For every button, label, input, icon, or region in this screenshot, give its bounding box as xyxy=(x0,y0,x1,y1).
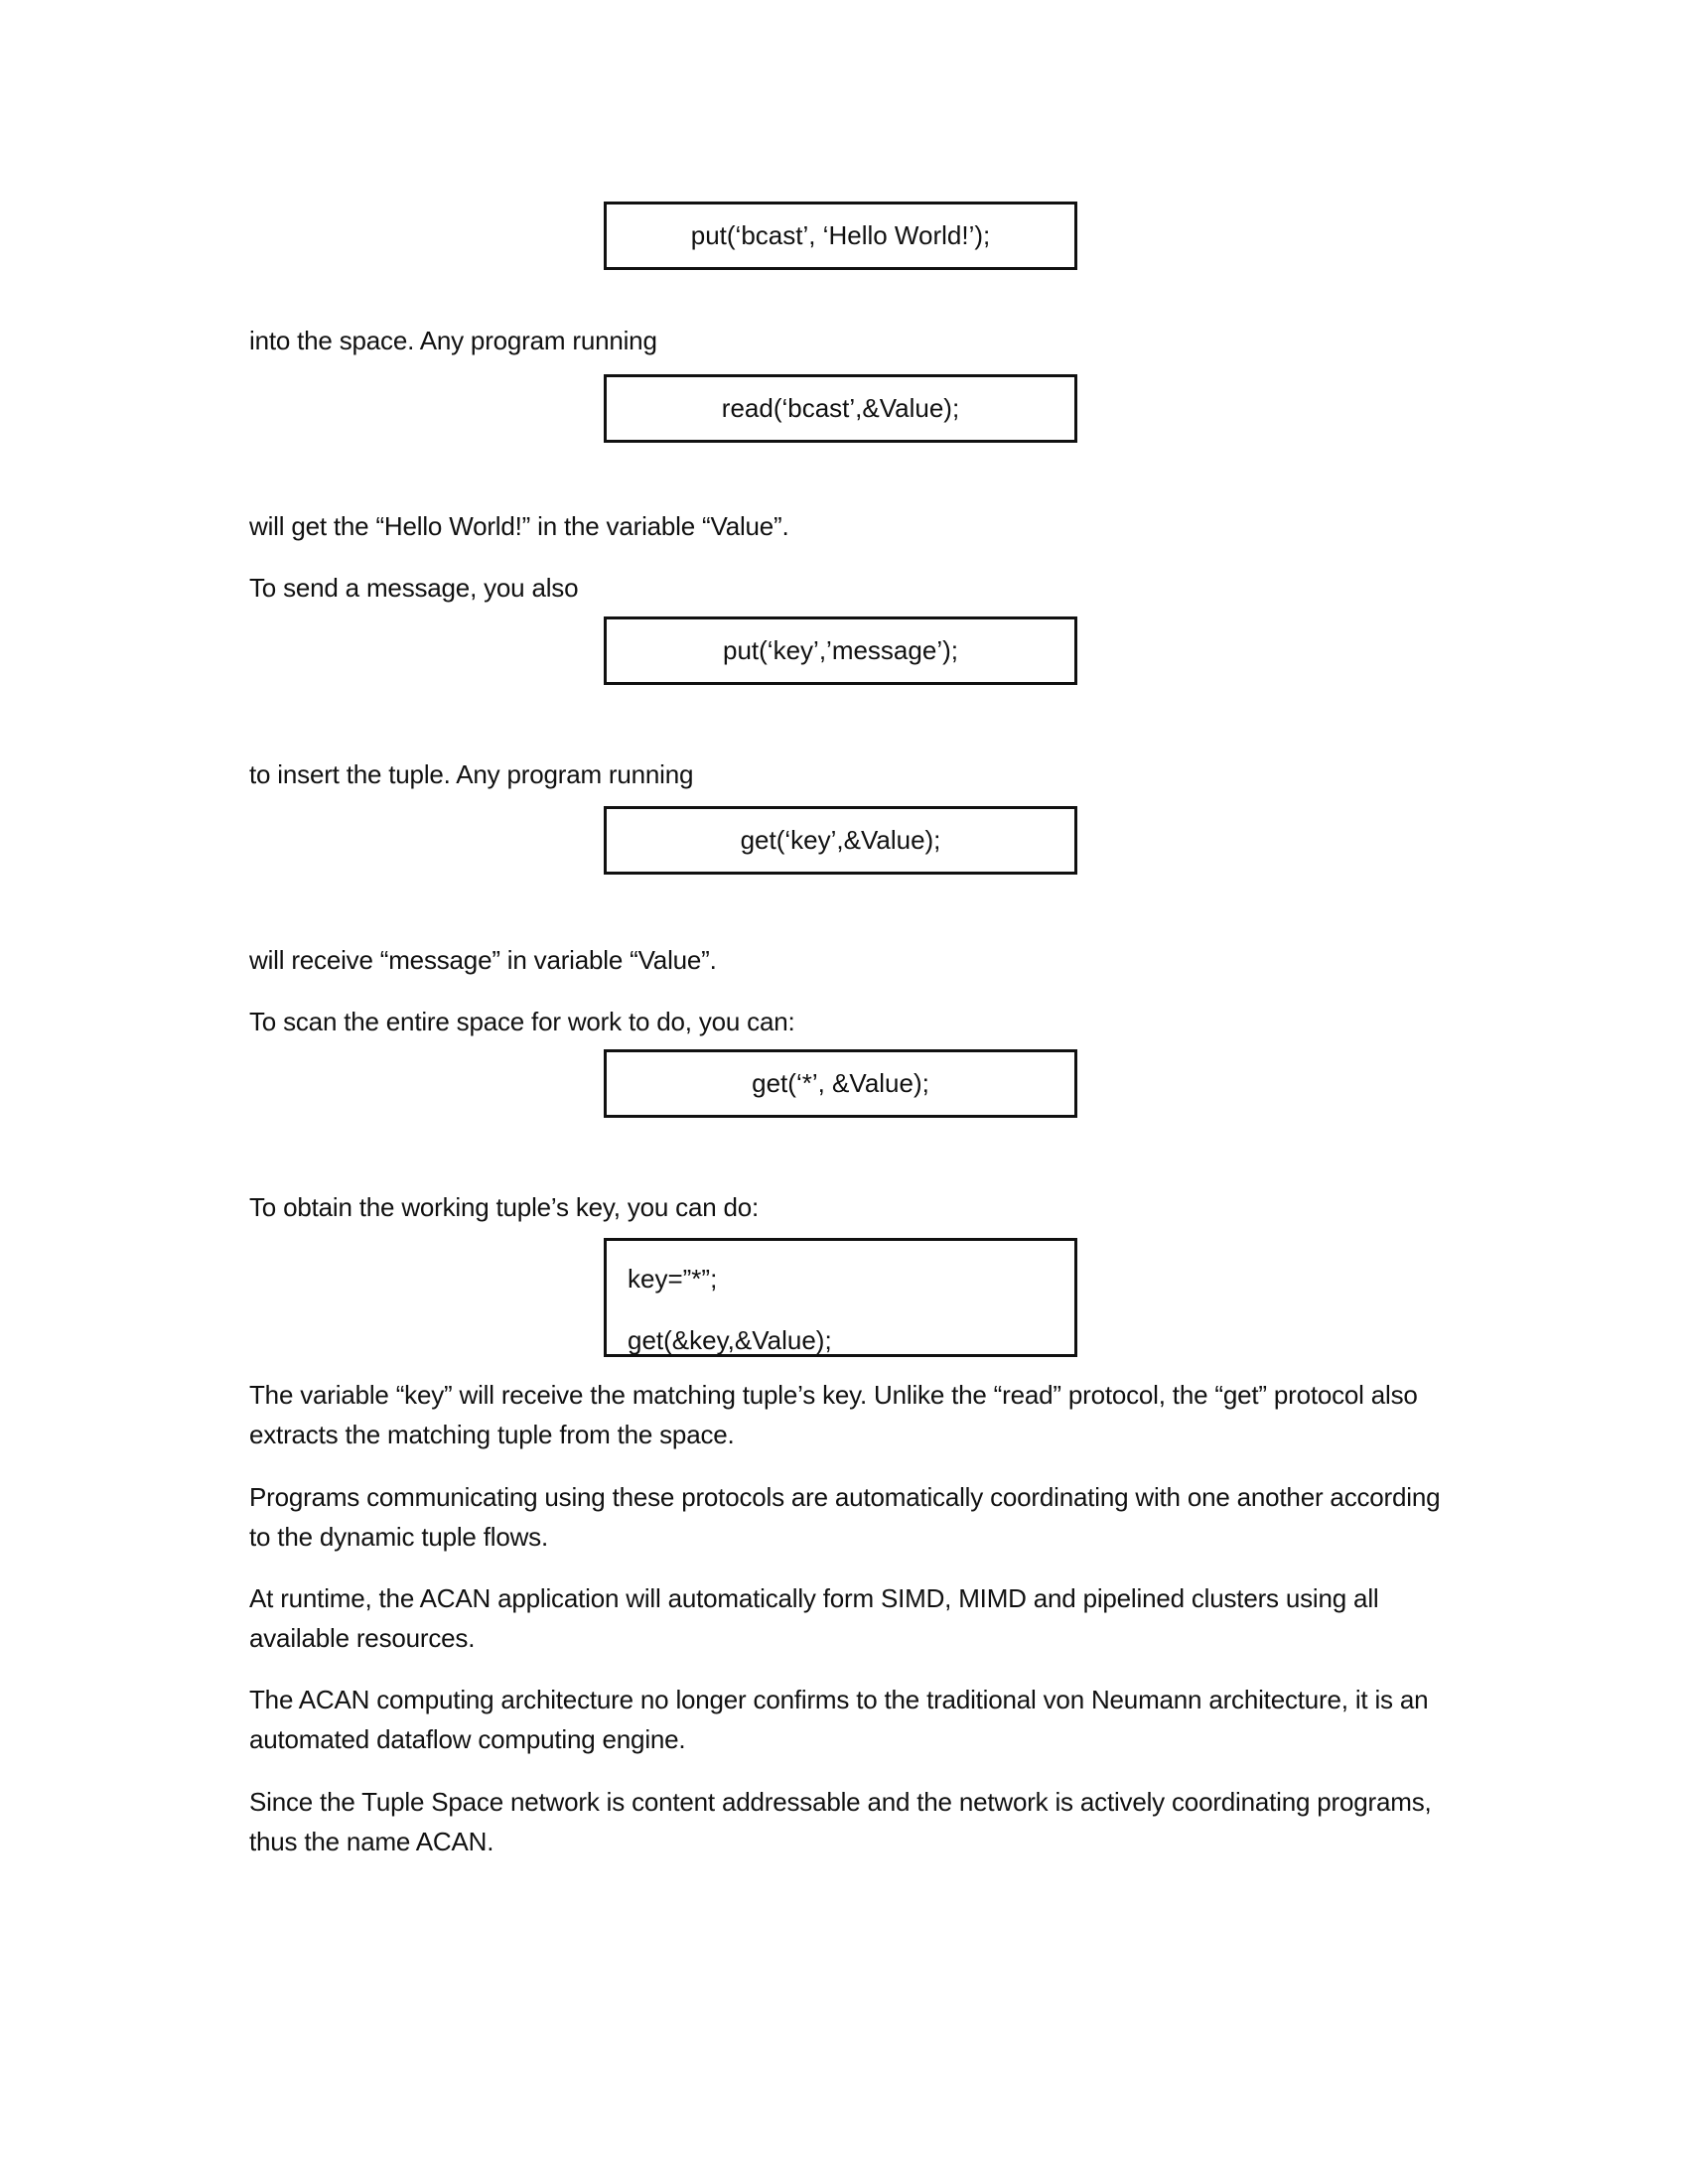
paragraph: The variable “key” will receive the matching tuple’s key. Unlike the “read” protocol, the “get” protocol also extracts the matching tuple from the space. xyxy=(249,1380,1418,1449)
code-line: get(‘key’,&Value); xyxy=(740,825,941,855)
code-box-put-bcast xyxy=(604,202,1077,270)
text-line: will get the “Hello World!” in the variable “Value”. xyxy=(249,511,789,541)
code-box-get-wildcard xyxy=(604,1049,1077,1118)
code-box-put-key xyxy=(604,616,1077,685)
code-line: get(&key,&Value); xyxy=(628,1325,832,1355)
code-box-get-working-key xyxy=(604,1238,1077,1357)
code-box-get-key xyxy=(604,806,1077,875)
code-line: read(‘bcast’,&Value); xyxy=(721,393,960,423)
code-line: put(‘bcast’, ‘Hello World!’); xyxy=(690,220,991,250)
code-line: key=”*”; xyxy=(628,1264,718,1294)
code-line: put(‘key’,’message’); xyxy=(723,635,958,665)
text-line: into the space. Any program running xyxy=(249,326,657,355)
paragraph: At runtime, the ACAN application will automatically form SIMD, MIMD and pipelined clusters using all available resources. xyxy=(249,1583,1379,1653)
code-box-read-bcast xyxy=(604,374,1077,443)
text-line: To obtain the working tuple’s key, you can do: xyxy=(249,1192,760,1222)
text-line: to insert the tuple. Any program running xyxy=(249,759,694,789)
code-line: get(‘*’, &Value); xyxy=(752,1068,929,1098)
paragraph: Since the Tuple Space network is content addressable and the network is actively coordinating programs, thus the name ACAN. xyxy=(249,1787,1432,1856)
text-line: To send a message, you also xyxy=(249,573,579,603)
text-line: will receive “message” in variable “Value”. xyxy=(249,945,717,975)
text-line: To scan the entire space for work to do, you can: xyxy=(249,1007,795,1036)
paragraph: The ACAN computing architecture no longer confirms to the traditional von Neumann architecture, it is an automated dataflow computing engine. xyxy=(249,1685,1429,1754)
paragraph: Programs communicating using these protocols are automatically coordinating with one another according to the dynamic tuple flows. xyxy=(249,1482,1441,1552)
